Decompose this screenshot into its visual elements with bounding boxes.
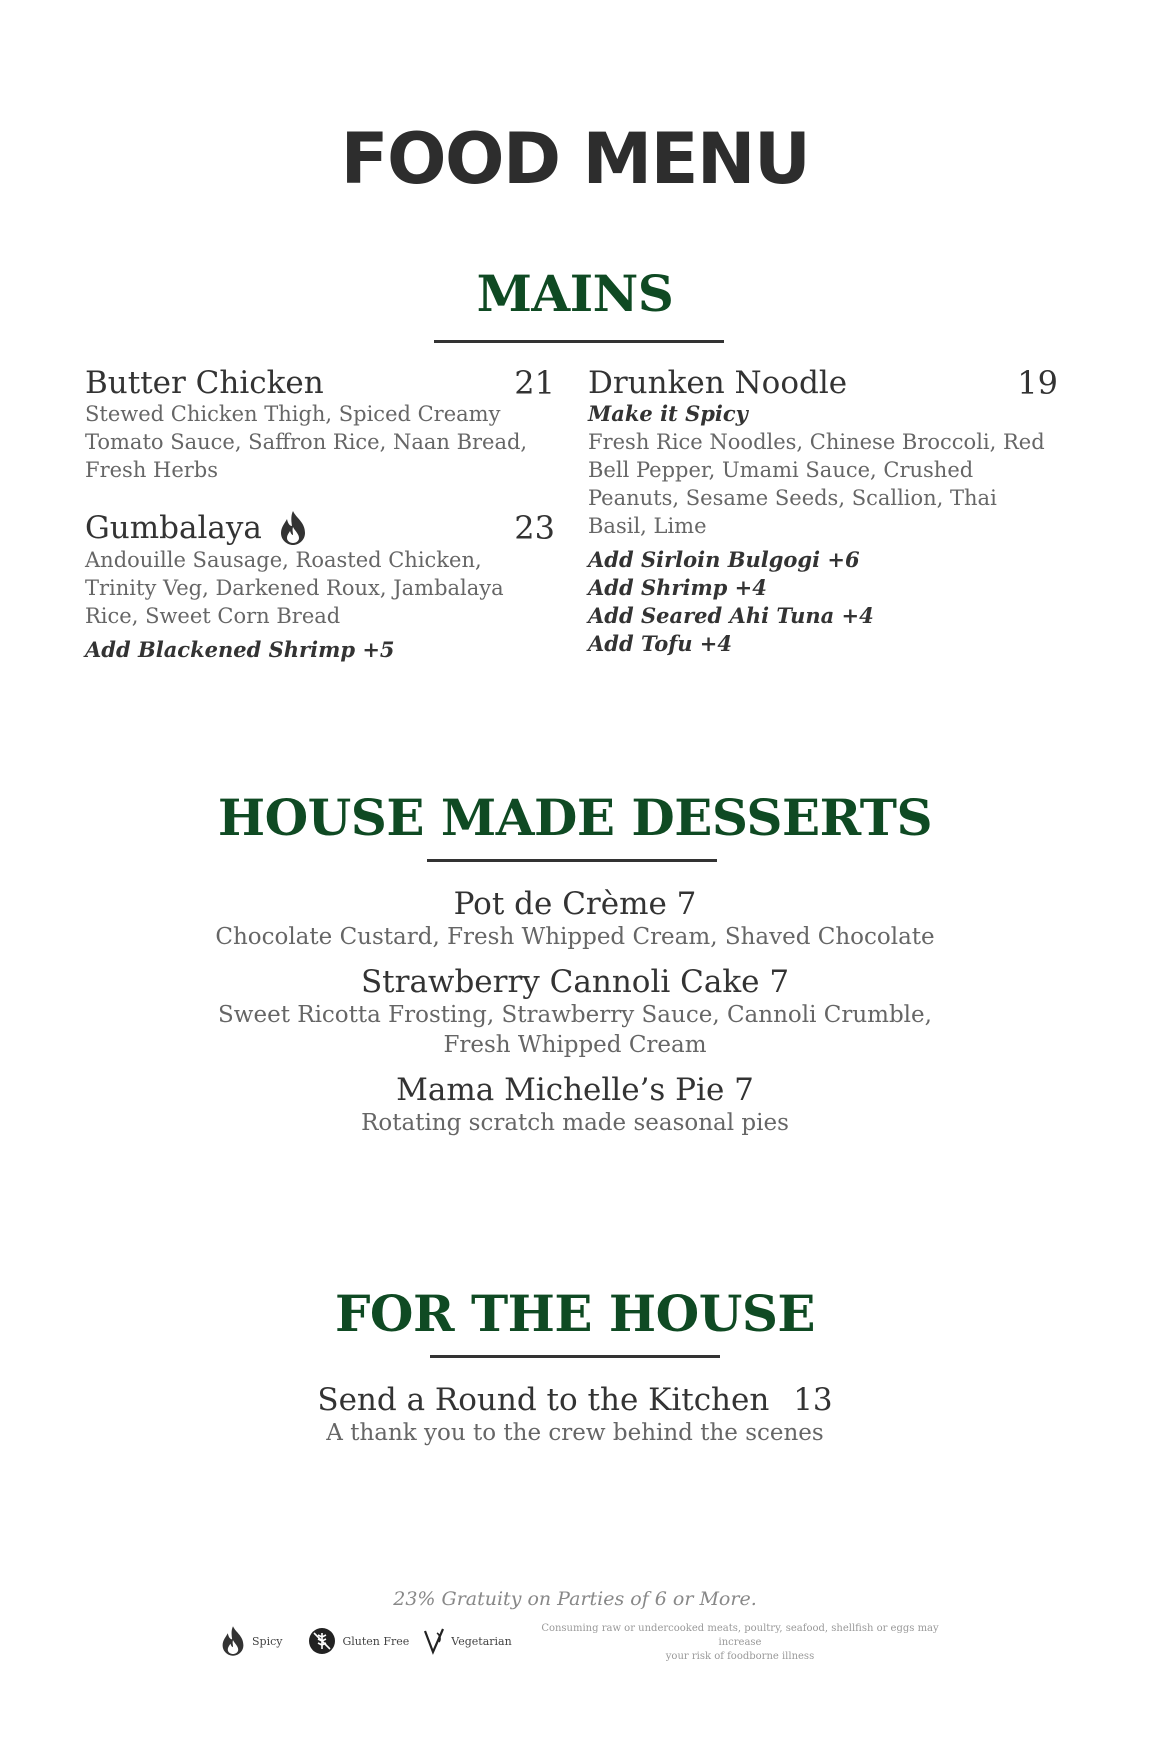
item-description: A thank you to the crew behind the scenes [326,1420,824,1446]
dessert-description: Sweet Ricotta Frosting, Strawberry Sauce, Cannoli Crumble, [218,1002,932,1028]
mains-left-column [85,366,555,664]
divider-house [430,1355,720,1358]
mains-right-column [588,366,1058,658]
disclaimer-line: Consuming raw or undercooked meats, poultry, seafood, shellfish or eggs may increase [541,1623,939,1648]
dietary-legend [220,1625,526,1657]
legend-label: Spicy [252,1634,283,1648]
disclaimer-line: your risk of foodborne illness [665,1651,815,1662]
menu-item [588,366,1058,658]
leaf-v-icon [423,1627,445,1655]
section-title-house: FOR THE HOUSE [334,1284,816,1343]
legend-entry [423,1627,511,1655]
item-price: 13 [793,1382,833,1418]
section-title-desserts: HOUSE MADE DESSERTS [217,788,933,847]
item-addon: Add Tofu +4 [588,631,733,656]
house-item [0,1382,1150,1448]
dessert-description: Fresh Whipped Cream [443,1032,707,1058]
item-price: 21 [514,364,555,402]
page-title: FOOD MENU [340,118,810,200]
item-subtitle: Make it Spicy [588,401,748,426]
dessert-name: Mama Michelle’s Pie 7 [396,1072,754,1108]
item-addon: Add Shrimp +4 [588,575,767,600]
item-addon: Add Seared Ahi Tuna +4 [588,603,874,628]
gratuity-note: 23% Gratuity on Parties of 6 or More. [393,1588,757,1610]
divider-desserts [427,859,717,862]
legend-label: Gluten Free [342,1634,410,1648]
item-addon: Add Sirloin Bulgogi +6 [588,547,860,572]
item-name: Butter Chicken [85,365,324,401]
item-name: Drunken Noodle [588,365,848,401]
dessert-item [0,886,1150,952]
item-addon: Add Blackened Shrimp +5 [85,637,395,662]
menu-item [85,366,555,484]
legend-entry [308,1627,409,1655]
legend-label: Vegetarian [451,1634,512,1648]
dessert-description: Rotating scratch made seasonal pies [361,1110,789,1136]
flame-icon [220,1625,246,1657]
food-safety-disclaimer [525,1622,955,1664]
divider-mains [434,340,724,343]
dessert-description: Chocolate Custard, Fresh Whipped Cream, Shaved Chocolate [215,924,935,950]
item-price: 23 [514,509,555,547]
dessert-item [0,1072,1150,1138]
dessert-name: Strawberry Cannoli Cake 7 [360,964,790,1000]
dessert-list [0,886,1150,1138]
item-price: 19 [1017,364,1058,402]
item-name: Gumbalaya [85,510,262,546]
wheat-icon [308,1627,336,1655]
item-description: Andouille Sausage, Roasted Chicken, Trinity Veg, Darkened Roux, Jambalaya Rice, Sweet Corn Bread [85,548,504,628]
dessert-item [0,964,1150,1060]
item-description: Stewed Chicken Thigh, Spiced Creamy Tomato Sauce, Saffron Rice, Naan Bread, Fresh Herbs [85,402,528,482]
dessert-name: Pot de Crème 7 [453,886,697,922]
item-description: Fresh Rice Noodles, Chinese Broccoli, Red Bell Pepper, Umami Sauce, Crushed Peanuts, Sesame Seeds, Scallion, Thai Basil, Lime [588,430,1045,538]
flame-icon [278,510,308,546]
item-name: Send a Round to the Kitchen [317,1382,770,1418]
legend-entry [220,1625,282,1657]
menu-item [85,510,555,664]
section-title-mains: MAINS [476,264,674,323]
